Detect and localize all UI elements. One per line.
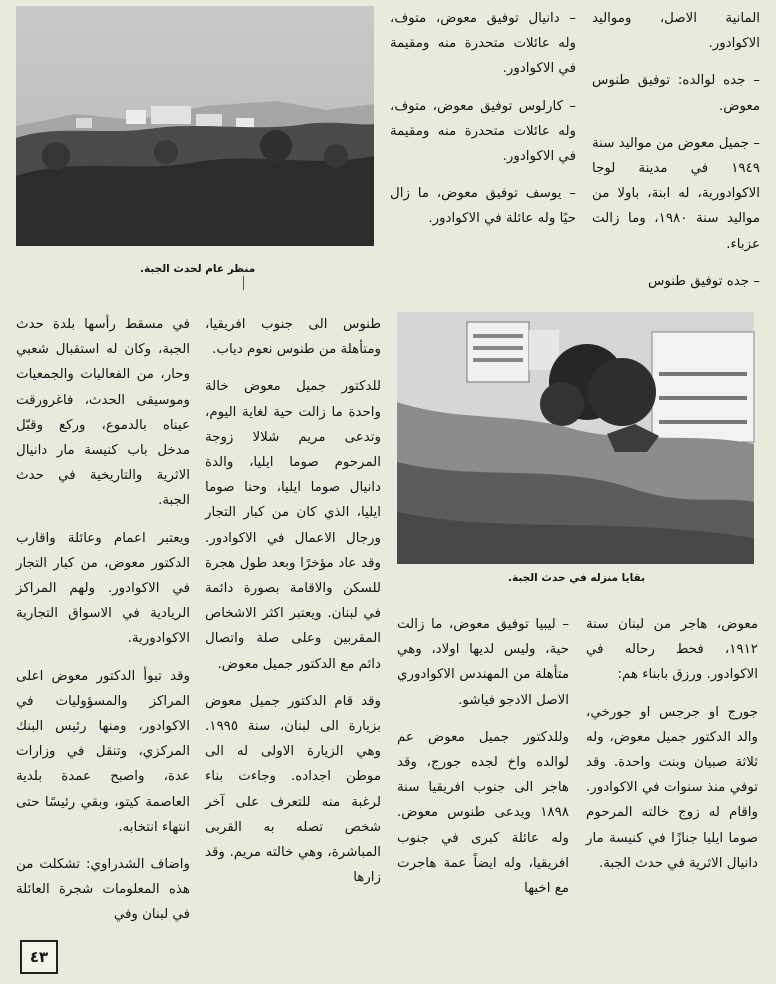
paragraph: معوض، هاجر من لبنان سنة ١٩١٢، فحط رحاله في الاكوادور. ورزق بابناء هم: xyxy=(586,617,758,683)
paragraph: طنوس الى جنوب افريقيا، ومتأهلة من طنوس نعوم دياب. xyxy=(205,317,381,358)
paragraph: وقد قام الدكتور جميل معوض بزيارة الى لبنان، سنة ١٩٩٥. وهي الزيارة الاولى له الى موطن اجداده. وجاءت بناء لرغبة منه للتعرف على آخر شخص تصله به القربى المباشرة، وهي خالته مريم. وقد زارها xyxy=(205,693,381,886)
ruins-photo-caption: بقايا منزله في حدث الجبة. xyxy=(508,572,646,584)
page-number: ٤٣ xyxy=(20,940,58,974)
paragraph: المانية الاصل، ومواليد الاكوادور. xyxy=(592,11,760,52)
town-landscape-image xyxy=(16,6,374,246)
paragraph: – يوسف توفيق معوض، ما زال حيًا وله عائلة في الاكوادور. xyxy=(390,186,576,227)
town-landscape-photo xyxy=(16,6,374,246)
bottom-right-column xyxy=(586,612,758,942)
paragraph: – جده لوالده: توفيق طنوس معوض. xyxy=(592,73,760,114)
paragraph: في مسقط رأسها بلدة حدث الجبة، وكان له استقبال شعبي وحار، من الفعاليات والجمعيات وموسيقى الحدث، فاغرورقت عيناه بالدموع، وركع وقبّل مدخل باب كنيسة مار دانيال الاثرية والتاريخية في حدث الجبة. xyxy=(16,317,190,509)
paragraph: جورج او جرجس او جورخي، والد الدكتور جميل معوض، وله ثلاثة صبيان وبنت واحدة. وقد توفي منذ سنوات في الاكوادور. واقام له زوج خالته المرحوم صوما ايليا جنازًا في كنيسة مار دانيال الاثرية في حدث الجبة. xyxy=(586,704,758,871)
bottom-left-column xyxy=(16,312,190,932)
bottom-inner-right-column xyxy=(397,612,569,942)
paragraph: للدكتور جميل معوض خالة واحدة ما زالت حية لغاية اليوم، وتدعى مريم شلالا زوجة المرحوم صوما ايليا، والدة دانيال صوما ايليا، وحنا صوما ايليا، الذي كان من كبار التجار ورجال الاعمال في الاكوادور. وقد عاد مؤخرًا وبعد طول هجرة للسكن والاقامة بصورة دائمة في لبنان. ويعتبر اكثر الاشخاص المقربين وعلى صلة واتصال دائم مع الدكتور جميل معوض. xyxy=(205,379,381,672)
top-right-column xyxy=(592,6,760,289)
paragraph: ويعتبر اعمام وعائلة واقارب الدكتور معوض، من كبار التجار في الاكوادور. ولهم المراكز الريادية في الاسواق التجارية الاكوادورية. xyxy=(16,530,190,647)
town-photo-caption: منظر عام لحدث الجبة. xyxy=(140,263,256,275)
paragraph: – دانيال توفيق معوض، متوف، وله عائلات متحدرة منه ومقيمة في الاكوادور. xyxy=(390,11,576,77)
paragraph: وللدكتور جميل معوض عم لوالده واخ لجده جورج، وقد هاجر الى جنوب افريقيا سنة ١٨٩٨ ويدعى طنوس معوض. وله عائلة كبرى في جنوب افريقيا، وله ايضاً عمة هاجرت مع اخيها xyxy=(397,729,569,897)
paragraph: – جميل معوض من مواليد سنة ١٩٤٩ في مدينة لوجا الاكوادورية، له ابنة، باولا من مواليد سنة ١٩٨٠، وما زالت عزباء. xyxy=(592,135,760,252)
paragraph: – ليبيا توفيق معوض، ما زالت حية، وليس لديها اولاد، وهي متأهلة من المهندس الاكوادوري الاصل الادجو فياشو. xyxy=(397,617,569,708)
caption-separator xyxy=(243,276,244,290)
paragraph: واضاف الشدراوي: تشكلت من هذه المعلومات شجرة العائلة في لبنان وفي xyxy=(16,857,190,923)
paragraph: وقد تبوأ الدكتور معوض اعلى المراكز والمسؤوليات في الاكوادور، ومنها رئيس البنك المركزي، وتنقل في وزارات عدة، واصبح عمدة بلدية العاصمة كيتو، وبقي رئيسًا حتى انتهاء انتخابه. xyxy=(16,668,190,835)
paragraph: – جده توفيق طنوس xyxy=(647,273,760,289)
paragraph: – كارلوس توفيق معوض، متوف، وله عائلات متحدرة منه ومقيمة في الاكوادور. xyxy=(390,98,576,165)
top-middle-column xyxy=(390,6,576,280)
bottom-middle-column xyxy=(205,312,381,942)
house-ruins-photo xyxy=(397,312,754,564)
house-ruins-image xyxy=(397,312,754,564)
